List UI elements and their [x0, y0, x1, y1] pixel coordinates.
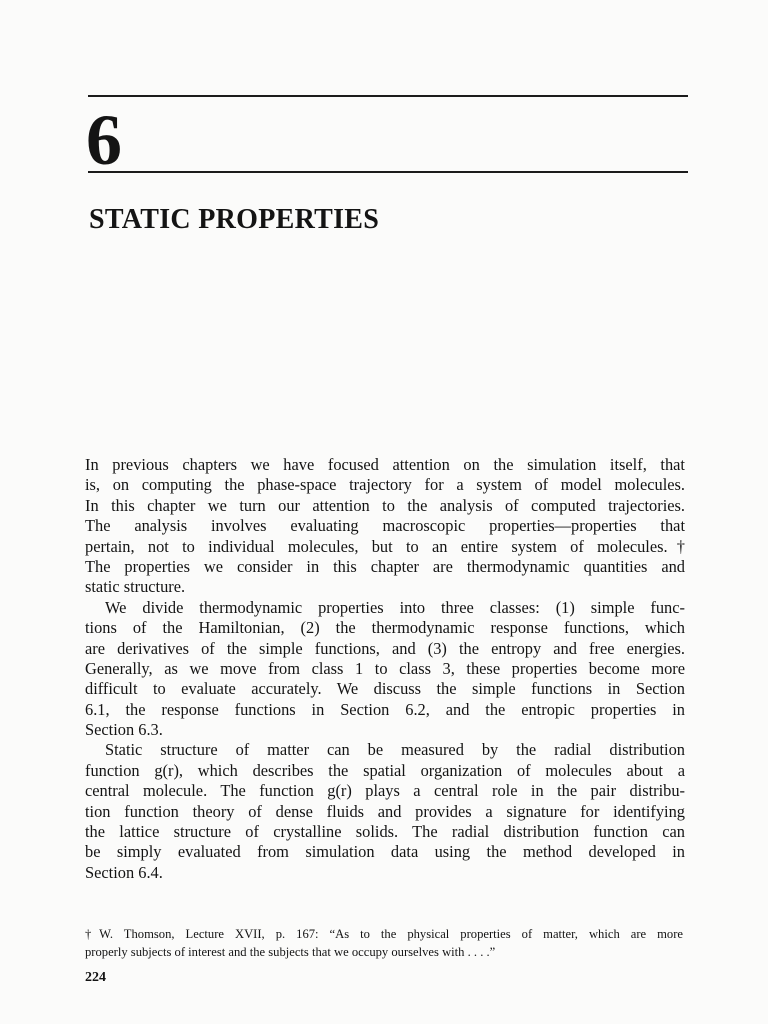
- body-text: [85, 455, 685, 883]
- body-line: pertain, not to individual molecules, but to an entire system of molecules.†: [85, 536, 685, 556]
- body-line: Section 6.4.: [85, 862, 163, 882]
- body-line: Generally, as we move from class 1 to class 3, these properties become more: [85, 658, 685, 678]
- body-line: are derivatives of the simple functions, and (3) the entropy and free energies.: [85, 638, 685, 658]
- footnote: [85, 925, 683, 961]
- body-line: central molecule. The function g(r) plays a central role in the pair distribu-: [85, 781, 685, 801]
- body-line: In previous chapters we have focused attention on the simulation itself, that: [85, 455, 685, 474]
- page-number: 224: [85, 970, 106, 985]
- body-line: the lattice structure of crystalline solids. The radial distribution function can: [85, 822, 685, 842]
- body-line: In this chapter we turn our attention to the analysis of computed trajectories.: [85, 495, 685, 515]
- body-line: Section 6.3.: [85, 720, 163, 740]
- body-line: The analysis involves evaluating macroscopic properties—properties that: [85, 516, 685, 536]
- body-line: tion function theory of dense fluids and provides a signature for identifying: [85, 801, 685, 821]
- body-line: tions of the Hamiltonian, (2) the thermodynamic response functions, which: [85, 618, 685, 638]
- body-line: We divide thermodynamic properties into three classes: (1) simple func-: [105, 597, 685, 617]
- chapter-title: STATIC PROPERTIES: [89, 204, 380, 235]
- body-line: Static structure of matter can be measured by the radial distribution: [105, 740, 685, 760]
- chapter-top-rule: [88, 95, 688, 97]
- footnote-line: †W. Thomson, Lecture XVII, p. 167: “As to the physical properties of matter, which are more: [85, 927, 683, 941]
- body-line: difficult to evaluate accurately. We discuss the simple functions in Section: [85, 679, 685, 699]
- body-line: function g(r), which describes the spatial organization of molecules about a: [85, 760, 685, 780]
- body-line: static structure.: [85, 577, 186, 597]
- body-line: 6.1, the response functions in Section 6.2, and the entropic properties in: [85, 699, 685, 719]
- body-line: be simply evaluated from simulation data using the method developed in: [85, 842, 685, 862]
- body-line: is, on computing the phase-space trajectory for a system of model molecules.: [85, 475, 685, 495]
- chapter-bottom-rule: [88, 171, 688, 173]
- footnote-line: properly subjects of interest and the subjects that we occupy ourselves with . . . .”: [85, 945, 496, 959]
- chapter-number: 6: [86, 100, 121, 180]
- body-line: The properties we consider in this chapter are thermodynamic quantities and: [85, 556, 685, 576]
